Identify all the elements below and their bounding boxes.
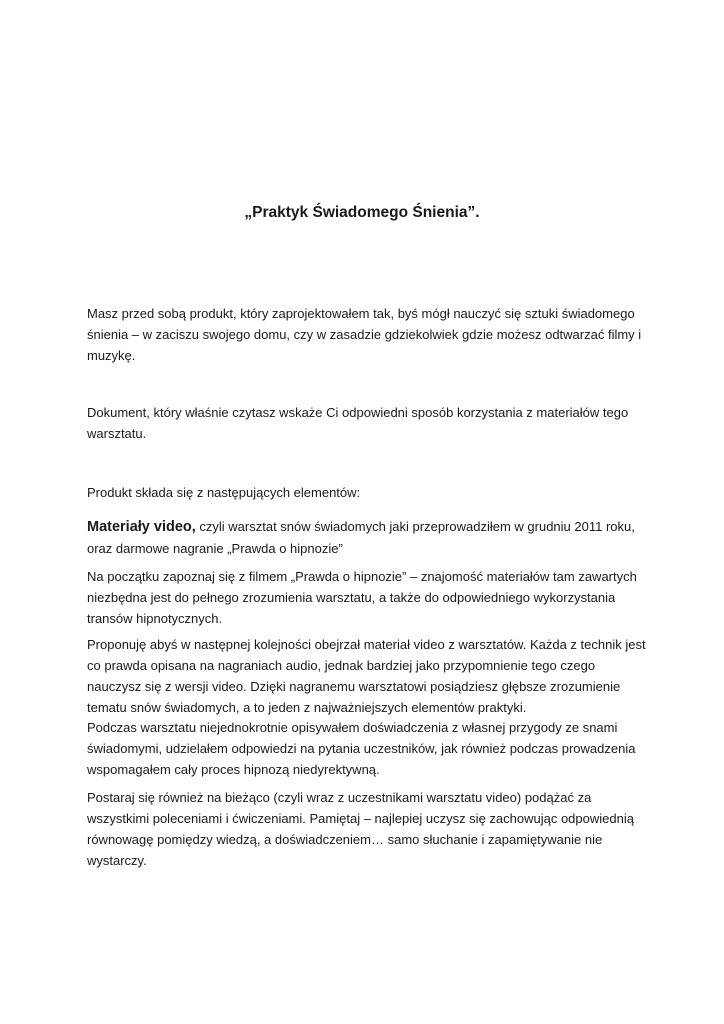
- document-title: „Praktyk Świadomego Śnienia”.: [244, 204, 480, 221]
- intro-paragraph: Masz przed sobą produkt, który zaprojektowałem tak, byś mógł nauczyć się sztuki świadomego śnienia – w zaciszu swojego domu, czy w zasadzie gdziekolwiek gdzie możesz odtwarzać filmy i muzykę.: [87, 306, 642, 363]
- workshop-paragraph: Podczas warsztatu niejednokrotnie opisywałem doświadczenia z własnej przygody ze snami świadomymi, udzielałem odpowiedzi na pytania uczestników, jak również podczas prowadzenia wspomagałem cały proces hipnozą niedyrektywną.: [87, 720, 636, 777]
- video-materials-paragraph: [87, 516, 647, 559]
- followup-paragraph: Postaraj się również na bieżąco (czyli wraz z uczestnikami warsztatu video) podążać za wszystkimi poleceniami i ćwiczeniami. Pamiętaj – najlepiej uczysz się zachowując odpowiednią równowagę pomiędzy wiedzą, a doświadczeniem… samo słuchanie i zapamiętywanie nie wystarczy.: [87, 790, 634, 868]
- video-materials-lead: Materiały video,: [87, 519, 196, 535]
- order-paragraph: Proponuję abyś w następnej kolejności obejrzał materiał video z warsztatów. Każda z technik jest co prawda opisana na nagraniach audio, jednak bardziej jako przypomnienie tego czego nauczysz się z wersji video. Dzięki nagranemu warsztatowi posiądziesz głębsze zrozumienie tematu snów świadomych, a to jeden z najważniejszych elementów praktyki.: [87, 637, 646, 715]
- elements-intro-paragraph: Produkt składa się z następujących elementów:: [87, 485, 361, 500]
- start-paragraph: Na początku zapoznaj się z filmem „Prawda o hipnozie” – znajomość materiałów tam zawartych niezbędna jest do pełnego zrozumienia warsztatu, a także do odpowiedniego wykorzystania transów hipnotycznych.: [87, 569, 637, 626]
- document-note-paragraph: Dokument, który właśnie czytasz wskaże Ci odpowiedni sposób korzystania z materiałów tego warsztatu.: [87, 405, 629, 441]
- video-materials-text: czyli warsztat snów świadomych jaki przeprowadziłem w grudniu 2011 roku, oraz darmowe nagranie „Prawda o hipnozie”: [87, 519, 635, 556]
